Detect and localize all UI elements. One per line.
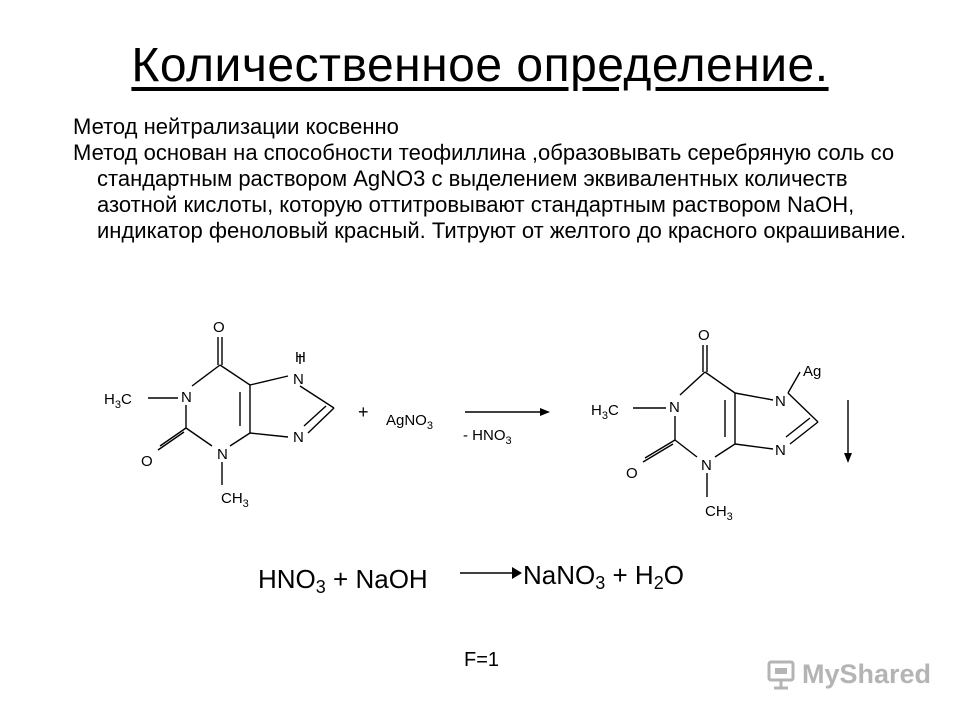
atom-label: O (626, 465, 638, 482)
atom-label: $CH_3$ (705, 503, 733, 523)
atom-label: O (698, 327, 710, 344)
left-molecule-labels (104, 319, 306, 510)
titration-equation-right: NaNO3 + H2O (523, 560, 684, 593)
atom-label: N (775, 442, 786, 459)
atom-label: N (775, 393, 786, 410)
theophylline-bonds (148, 337, 848, 573)
titration-equation-left: HNO3 + NaOH (258, 564, 428, 597)
atom-label: N (669, 399, 680, 416)
reagent-label: AgNO$_3$ (386, 412, 433, 432)
watermark (766, 656, 931, 692)
atom-label: $H_3C$ (591, 402, 619, 422)
atom-label: H (295, 349, 306, 366)
atom-label: N (293, 429, 304, 446)
plus-sign: + (358, 402, 369, 422)
method-line: Метод нейтрализации косвенно (73, 114, 399, 139)
atom-label: N (293, 371, 304, 388)
method-description: Метод основан на способности теофиллина ,образовывать серебряную соль со стандартным раствором AgNO3 с выделением эквивалентных количеств азотной кислоты, которую оттитровывают стандартным раствором NaOH, индикатор феноловый красный. Титруют от желтого до красного окрашивание. (73, 140, 907, 243)
atom-label: Ag (803, 363, 822, 380)
atom-label: O (213, 319, 225, 336)
arrowheads (512, 408, 852, 579)
atom-label: $H_3C$ (104, 391, 132, 411)
atom-label: O (141, 453, 153, 470)
byproduct-label: - $HNO_3$ (463, 427, 512, 447)
atom-label: $CH_3$ (221, 490, 249, 510)
watermark-text: MyShared (802, 658, 932, 689)
right-molecule-labels (591, 327, 821, 523)
atom-label: N (181, 389, 192, 406)
atom-label: N (217, 446, 228, 463)
reaction-scheme (0, 300, 960, 600)
slide-title: Количественное определение. (131, 39, 829, 92)
slide-body (73, 114, 933, 244)
presentation-board-icon (766, 658, 796, 690)
atom-label: N (701, 457, 712, 474)
equivalence-factor: F=1 (464, 649, 500, 671)
